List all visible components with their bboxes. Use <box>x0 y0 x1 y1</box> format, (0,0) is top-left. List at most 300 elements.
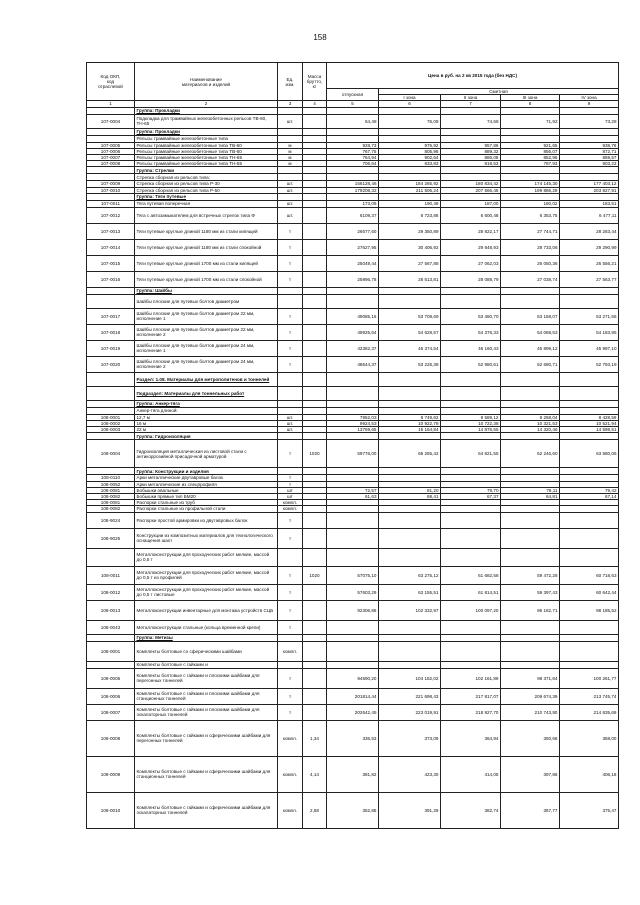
cell-code: 107-0016 <box>87 271 135 287</box>
cell-code <box>87 372 135 386</box>
cell-unit <box>278 294 303 308</box>
cell-price-zone-4: 872,71 <box>560 148 619 154</box>
table-row <box>87 324 619 340</box>
cell-name: Конструкции из композитных материалов для технологического оснащения шахт <box>135 528 278 548</box>
cell-price-release: 352,85 <box>327 792 379 828</box>
cell-price-release: 9924,53 <box>327 421 379 427</box>
header-name: Наименование материалов и изделий <box>135 63 278 101</box>
cell-price-zone-1: 27 567,88 <box>379 255 441 271</box>
cell-price-zone-3 <box>501 468 560 475</box>
cell-code: 107-0010 <box>87 187 135 193</box>
cell-price-zone-3 <box>501 174 560 181</box>
cell-price-zone-1: 833,83 <box>379 161 441 167</box>
cell-price-zone-2: 10 722,38 <box>441 421 501 427</box>
cell-price-zone-2 <box>441 174 501 181</box>
cell-price-zone-3: 54 068,53 <box>501 324 560 340</box>
cell-price-zone-1: 65 265,42 <box>379 440 441 468</box>
cell-code: 107-0018 <box>87 324 135 340</box>
cell-price-release: 94590,20 <box>327 668 379 688</box>
cell-price-zone-2 <box>441 634 501 641</box>
table-row <box>87 704 619 720</box>
header-unit: Ед. изм. <box>278 63 303 101</box>
cell-price-release: 26677,60 <box>327 223 379 239</box>
cell-price-zone-2 <box>441 135 501 142</box>
cell-price-release: 64,48 <box>327 114 379 128</box>
cell-name: Бобышки прямые тип БМ20 <box>135 494 278 500</box>
cell-code <box>87 548 135 566</box>
cell-unit: т <box>278 239 303 255</box>
cell-price-zone-3: 174 145,30 <box>501 181 560 187</box>
table-row <box>87 548 619 566</box>
cell-price-zone-4 <box>560 641 619 661</box>
cell-mass <box>303 167 327 174</box>
cell-unit: шт. <box>278 181 303 187</box>
group-row <box>87 193 619 200</box>
cell-code: 108-0043 <box>87 620 135 634</box>
cell-price-zone-1 <box>379 641 441 661</box>
table-row <box>87 668 619 688</box>
cell-price-release: 61,63 <box>327 494 379 500</box>
cell-price-zone-4 <box>560 400 619 407</box>
cell-price-zone-3 <box>501 372 560 386</box>
cell-price-release: 381,82 <box>327 756 379 792</box>
cell-price-zone-2 <box>441 468 501 475</box>
cell-unit: т <box>278 255 303 271</box>
table-row <box>87 566 619 584</box>
cell-code: 107-0020 <box>87 356 135 372</box>
cell-unit: м <box>278 161 303 167</box>
cell-unit: компл. <box>278 506 303 512</box>
cell-name: Группа: Метизы <box>135 634 278 641</box>
cell-code: 108-0005 <box>87 668 135 688</box>
cell-mass <box>303 114 327 128</box>
cell-price-zone-1 <box>379 372 441 386</box>
cell-price-zone-4: 214 835,69 <box>560 704 619 720</box>
cell-price-release: 764,94 <box>327 155 379 161</box>
cell-code: 108-0003 <box>87 427 135 433</box>
cell-price-zone-4: 803,23 <box>560 161 619 167</box>
cell-price-zone-1: 373,09 <box>379 720 441 756</box>
cell-name: Группа: Прокладки <box>135 107 278 114</box>
cell-unit: т <box>278 512 303 528</box>
cell-price-release <box>327 294 379 308</box>
cell-price-zone-2 <box>441 548 501 566</box>
cell-price-zone-4: 45 997,10 <box>560 340 619 356</box>
cell-price-zone-2: 8 589,12 <box>441 414 501 420</box>
cell-code <box>87 433 135 440</box>
cell-unit: шт. <box>278 427 303 433</box>
cell-price-zone-4 <box>560 167 619 174</box>
cell-code: 107-0012 <box>87 207 135 223</box>
cell-price-zone-1: 53 708,69 <box>379 308 441 324</box>
cell-name: Бобышки овальные <box>135 487 278 493</box>
cell-price-release: 179208,32 <box>327 187 379 193</box>
cell-code <box>87 135 135 142</box>
cell-name: Металлоконструкции для проходческих работ мелкие, массой до 0,5 т листовые <box>135 584 278 600</box>
cell-code: 107-0005 <box>87 142 135 148</box>
cell-price-zone-2 <box>441 107 501 114</box>
cell-unit <box>278 372 303 386</box>
table-row <box>87 174 619 181</box>
cell-code: 108-0007 <box>87 704 135 720</box>
cell-price-zone-1: 30 406,92 <box>379 239 441 255</box>
cell-name: Рельсы трамвайные железобетонные типа ТВ-60 <box>135 148 278 154</box>
cell-unit <box>278 135 303 142</box>
header-num: 2 <box>135 101 278 107</box>
cell-price-zone-1: 975,92 <box>379 142 441 148</box>
cell-price-zone-3 <box>501 528 560 548</box>
cell-name: Шайбы плоские для путевых болтов диаметром 22 мм, исполнение 1 <box>135 308 278 324</box>
cell-price-zone-3 <box>501 400 560 407</box>
cell-unit: т <box>278 584 303 600</box>
cell-name: Тяги путевые круглые длиной 1700 мм из стали кипящей <box>135 255 278 271</box>
cell-name: Тяги путевые круглые длиной 1180 мм из стали спокойной <box>135 239 278 255</box>
cell-price-zone-4 <box>560 372 619 386</box>
cell-unit: шт. <box>278 421 303 427</box>
header-zone-2: II зона <box>441 95 501 101</box>
cell-price-zone-3: 28 733,06 <box>501 239 560 255</box>
cell-name: Рельсы трамвайные железобетонные типа ТН-55 <box>135 161 278 167</box>
cell-price-release: 156128,46 <box>327 181 379 187</box>
cell-price-zone-2: 29 848,93 <box>441 239 501 255</box>
cell-mass: 1020 <box>303 566 327 584</box>
header-num: 7 <box>441 101 501 107</box>
table-row <box>87 223 619 239</box>
cell-code: 108-0052 <box>87 481 135 487</box>
cell-price-zone-1: 53 226,38 <box>379 356 441 372</box>
cell-price-release <box>327 372 379 386</box>
cell-price-release: 49925,64 <box>327 324 379 340</box>
cell-price-zone-1: 81,20 <box>379 487 441 493</box>
cell-price-release: 57075,10 <box>327 566 379 584</box>
cell-price-zone-2 <box>441 400 501 407</box>
cell-price-zone-3: 59 397,43 <box>501 584 560 600</box>
cell-unit <box>278 287 303 294</box>
cell-unit <box>278 386 303 400</box>
cell-price-zone-1: 10 922,78 <box>379 421 441 427</box>
cell-price-zone-4: 67,14 <box>560 494 619 500</box>
cell-name: Группа: Стрелки <box>135 167 278 174</box>
cell-unit: компл. <box>278 792 303 828</box>
cell-code <box>87 167 135 174</box>
table-row <box>87 308 619 324</box>
group-row <box>87 468 619 475</box>
cell-price-release: 59776,00 <box>327 440 379 468</box>
cell-price-zone-3 <box>501 548 560 566</box>
cell-price-zone-1: 211 505,24 <box>379 187 441 193</box>
cell-mass <box>303 223 327 239</box>
cell-price-zone-3: 921,65 <box>501 142 560 148</box>
cell-code <box>87 287 135 294</box>
cell-price-zone-1 <box>379 128 441 135</box>
cell-price-zone-3: 64,81 <box>501 494 560 500</box>
cell-price-zone-2 <box>441 528 501 548</box>
cell-price-release <box>327 620 379 634</box>
cell-name: Стрелка сборная из рельсов типа: <box>135 174 278 181</box>
cell-price-zone-1 <box>379 174 441 181</box>
cell-unit <box>278 400 303 407</box>
cell-mass <box>303 468 327 475</box>
cell-price-zone-3: 856,07 <box>501 148 560 154</box>
cell-price-zone-4: 100 261,77 <box>560 668 619 688</box>
cell-price-zone-2: 64 821,55 <box>441 440 501 468</box>
cell-price-zone-4: 27 563,77 <box>560 271 619 287</box>
cell-price-zone-4: 177 403,12 <box>560 181 619 187</box>
cell-price-release <box>327 641 379 661</box>
cell-price-zone-4: 60 718,63 <box>560 566 619 584</box>
cell-price-zone-3 <box>501 167 560 174</box>
cell-price-zone-1: 68,41 <box>379 494 441 500</box>
cell-price-zone-4 <box>560 407 619 414</box>
cell-code: 108-0011 <box>87 566 135 584</box>
cell-price-zone-3: 350,66 <box>501 720 560 756</box>
cell-code: 108-0006 <box>87 688 135 704</box>
cell-unit <box>278 174 303 181</box>
cell-price-zone-4 <box>560 620 619 634</box>
cell-unit <box>278 468 303 475</box>
cell-price-zone-3: 98 371,64 <box>501 668 560 688</box>
cell-price-zone-4: 203 827,91 <box>560 187 619 193</box>
cell-price-release: 25996,78 <box>327 271 379 287</box>
cell-name: Рельсы трамвайные железобетонные типа <box>135 135 278 142</box>
cell-price-zone-4 <box>560 294 619 308</box>
header-mass: Масса брутто, кг <box>303 63 327 101</box>
header-code: Код ОКП, код отраслевой <box>87 63 135 101</box>
cell-price-zone-4 <box>560 128 619 135</box>
cell-price-release <box>327 468 379 475</box>
cell-mass <box>303 433 327 440</box>
cell-price-zone-1 <box>379 512 441 528</box>
cell-price-zone-4: 73,28 <box>560 114 619 128</box>
cell-code: 107-0017 <box>87 308 135 324</box>
cell-price-zone-2: 364,94 <box>441 720 501 756</box>
cell-mass: 2,58 <box>303 792 327 828</box>
page-number: 158 <box>313 33 327 42</box>
cell-unit: компл. <box>278 500 303 506</box>
cell-mass: 4,14 <box>303 756 327 792</box>
cell-price-release: 72,57 <box>327 487 379 493</box>
cell-name: Гидроизоляция металлическая из листовой стали с антикоррозийной присадочной арматурой <box>135 440 278 468</box>
cell-price-zone-3: 26 050,36 <box>501 255 560 271</box>
cell-name: Рельсы трамвайные железобетонные типа ТВ-60 <box>135 142 278 148</box>
price-table <box>86 62 619 829</box>
cell-code: 108-0001 <box>87 414 135 420</box>
cell-price-zone-4: 213 745,74 <box>560 688 619 704</box>
cell-name: Группа: Прокладки <box>135 128 278 135</box>
cell-price-zone-3 <box>501 128 560 135</box>
cell-mass <box>303 584 327 600</box>
cell-name: Комплекты болтовые с гайками и <box>135 661 278 668</box>
cell-unit: шт <box>278 494 303 500</box>
cell-unit <box>278 193 303 200</box>
cell-price-zone-1 <box>379 407 441 414</box>
cell-unit: т <box>278 340 303 356</box>
cell-unit: м <box>278 155 303 161</box>
cell-name: Металлоконструкции для проходческих работ мелкие, массой до 0,5 т <box>135 548 278 566</box>
cell-code: 107-0013 <box>87 223 135 239</box>
header-estimated: Сметная <box>379 89 619 95</box>
cell-price-release <box>327 107 379 114</box>
cell-price-zone-4: 6 477,11 <box>560 207 619 223</box>
cell-code: 108-0110 <box>87 475 135 481</box>
cell-mass <box>303 400 327 407</box>
cell-price-release: 25049,44 <box>327 255 379 271</box>
cell-price-zone-4 <box>560 193 619 200</box>
cell-price-zone-3: 787,93 <box>501 161 560 167</box>
cell-price-zone-2 <box>441 167 501 174</box>
cell-name: Металлоконструкции для проходческих работ мелкие, массой до 0,5 т из профилей <box>135 566 278 584</box>
header-zone-4: IV зона <box>560 95 619 101</box>
cell-mass <box>303 135 327 142</box>
cell-price-zone-2 <box>441 294 501 308</box>
cell-price-zone-1: 54 628,57 <box>379 324 441 340</box>
cell-price-zone-2: 102 161,89 <box>441 668 501 688</box>
cell-price-zone-2 <box>441 407 501 414</box>
cell-code: 107-0014 <box>87 239 135 255</box>
cell-name: Арки металлические двутавровые балок <box>135 475 278 481</box>
header-zone-3: III зона <box>501 95 560 101</box>
cell-mass: 1020 <box>303 440 327 468</box>
cell-unit: т <box>278 600 303 620</box>
cell-code: 107-0007 <box>87 155 135 161</box>
cell-price-zone-2: 67,37 <box>441 494 501 500</box>
table-row <box>87 239 619 255</box>
cell-price-zone-4 <box>560 548 619 566</box>
cell-price-zone-2: 28 822,17 <box>441 223 501 239</box>
group-row <box>87 386 619 400</box>
cell-name: Комплекты болтовые с гайками и плоскими шайбами для перегонных тоннелей <box>135 668 278 688</box>
group-row <box>87 107 619 114</box>
cell-mass <box>303 174 327 181</box>
cell-unit: т <box>278 481 303 487</box>
cell-name: Комплекты болтовые с гайками и плоскими шайбами для станционных тоннелей <box>135 688 278 704</box>
cell-price-zone-1: 184 265,92 <box>379 181 441 187</box>
cell-price-zone-2 <box>441 512 501 528</box>
cell-price-zone-1 <box>379 400 441 407</box>
cell-price-zone-3 <box>501 107 560 114</box>
cell-price-zone-1 <box>379 634 441 641</box>
cell-price-zone-4 <box>560 468 619 475</box>
cell-price-release <box>327 634 379 641</box>
cell-price-zone-4: 60 642,44 <box>560 584 619 600</box>
cell-price-zone-1: 190,49 <box>379 200 441 207</box>
cell-unit: т <box>278 668 303 688</box>
cell-price-zone-4 <box>560 433 619 440</box>
cell-code: 108-0082 <box>87 494 135 500</box>
cell-unit <box>278 433 303 440</box>
cell-price-release <box>327 128 379 135</box>
cell-code <box>87 107 135 114</box>
cell-unit: т <box>278 688 303 704</box>
cell-name: Шайбы плоские для путевых болтов диаметром 24 мм, исполнение 1 <box>135 340 278 356</box>
cell-code: 108-0082 <box>87 506 135 512</box>
cell-price-release: 42382,37 <box>327 340 379 356</box>
cell-mass <box>303 128 327 135</box>
cell-unit: шт. <box>278 200 303 207</box>
cell-price-zone-1: 423,30 <box>379 756 441 792</box>
cell-code: 107-0008 <box>87 161 135 167</box>
cell-price-zone-3: 62 246,60 <box>501 440 560 468</box>
header-num: 5 <box>327 101 379 107</box>
cell-name: Распорки простой армировки из двутавровых балок <box>135 512 278 528</box>
header-num: 3 <box>278 101 303 107</box>
table-row <box>87 584 619 600</box>
cell-price-release <box>327 433 379 440</box>
table-row <box>87 207 619 223</box>
cell-price-zone-1: 6 723,86 <box>379 207 441 223</box>
header-release: отпускная <box>327 89 379 101</box>
cell-mass <box>303 271 327 287</box>
cell-price-zone-2 <box>441 661 501 668</box>
cell-unit: т <box>278 356 303 372</box>
cell-code: 108-0001 <box>87 641 135 661</box>
cell-price-release <box>327 548 379 566</box>
cell-price-zone-4: 52 793,19 <box>560 356 619 372</box>
cell-price-zone-4: 183,51 <box>560 200 619 207</box>
cell-mass <box>303 600 327 620</box>
cell-name: Арки металлические из спецпрофиля <box>135 481 278 487</box>
cell-price-zone-3 <box>501 193 560 200</box>
cell-price-zone-2: 217 817,07 <box>441 688 501 704</box>
cell-price-zone-2 <box>441 641 501 661</box>
cell-mass <box>303 407 327 414</box>
cell-name: 12,7 м <box>135 414 278 420</box>
cell-mass <box>303 287 327 294</box>
table-row <box>87 440 619 468</box>
cell-price-zone-3 <box>501 407 560 414</box>
cell-code <box>87 128 135 135</box>
cell-code: 107-0011 <box>87 200 135 207</box>
cell-price-zone-4 <box>560 528 619 548</box>
table-row <box>87 641 619 661</box>
group-row <box>87 167 619 174</box>
cell-price-zone-3 <box>501 433 560 440</box>
cell-name: Тяга путевая поперечная <box>135 200 278 207</box>
header-num: 4 <box>303 101 327 107</box>
cell-mass <box>303 193 327 200</box>
cell-mass <box>303 308 327 324</box>
cell-code <box>87 193 135 200</box>
cell-price-release <box>327 193 379 200</box>
cell-mass <box>303 294 327 308</box>
group-row <box>87 433 619 440</box>
table-row <box>87 294 619 308</box>
table-row <box>87 620 619 634</box>
cell-price-zone-1: 805,96 <box>379 148 441 154</box>
cell-mass <box>303 528 327 548</box>
cell-price-zone-4: 79,42 <box>560 487 619 493</box>
cell-price-zone-2 <box>441 372 501 386</box>
cell-name: Раздел: 1.08. Материалы для метрополитенов и тоннелей <box>135 372 278 386</box>
cell-mass <box>303 548 327 566</box>
cell-code: 107-0004 <box>87 114 135 128</box>
cell-name: Распорки стальные из труб <box>135 500 278 506</box>
cell-price-zone-2: 54 376,33 <box>441 324 501 340</box>
cell-price-zone-2: 61 814,51 <box>441 584 501 600</box>
cell-mass <box>303 356 327 372</box>
cell-price-zone-2: 818,53 <box>441 161 501 167</box>
cell-code <box>87 294 135 308</box>
cell-mass <box>303 107 327 114</box>
cell-price-release <box>327 512 379 528</box>
cell-unit: т <box>278 324 303 340</box>
cell-code: 108-0008 <box>87 720 135 756</box>
cell-name: Шайбы плоские для путевых болтов диаметром 24 мм, исполнение 2 <box>135 356 278 372</box>
table-row <box>87 528 619 548</box>
cell-price-zone-2: 53 460,70 <box>441 308 501 324</box>
cell-unit: шт. <box>278 114 303 128</box>
table-row <box>87 255 619 271</box>
